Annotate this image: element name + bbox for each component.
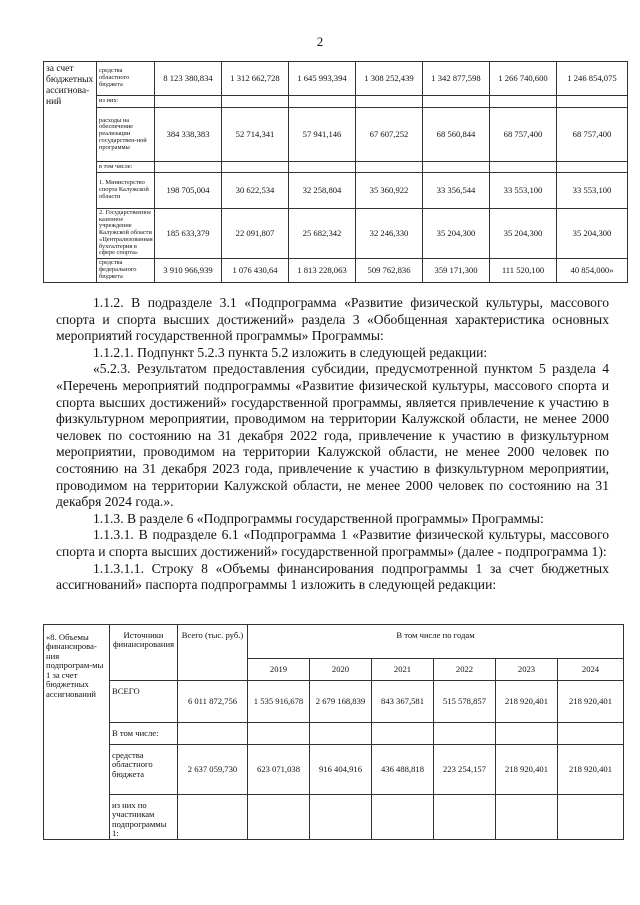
value-cell: 30 622,534 [222, 173, 289, 209]
source-label: ВСЕГО [110, 681, 178, 723]
table-row [44, 62, 628, 96]
value-cell: 35 204,300 [557, 209, 628, 259]
table-row [44, 681, 624, 723]
value-cell: 1 266 740,600 [490, 62, 557, 96]
row-label: расходы на обеспечение реализации государствен-ной программы [97, 108, 155, 162]
source-label: В том числе: [110, 723, 178, 745]
table-row [44, 162, 628, 173]
value-cell [434, 795, 496, 840]
value-cell: 359 171,300 [423, 259, 490, 283]
value-cell: 509 762,836 [356, 259, 423, 283]
table-row [44, 259, 628, 283]
year-header: 2020 [310, 659, 372, 681]
value-cell [222, 162, 289, 173]
value-cell [356, 162, 423, 173]
table-row [44, 745, 624, 795]
table-row [44, 108, 628, 162]
value-cell [356, 96, 423, 108]
value-cell [155, 96, 222, 108]
value-cell [248, 795, 310, 840]
value-cell: 384 338,383 [155, 108, 222, 162]
paragraph: 1.1.3. В разделе 6 «Подпрограммы государственной программы» Программы: [93, 510, 544, 526]
value-cell: 57 941,146 [289, 108, 356, 162]
year-header: 2023 [496, 659, 558, 681]
value-cell: 218 920,401 [558, 681, 624, 723]
row-label: 1. Министерство спорта Калужской области [97, 173, 155, 209]
year-header: 2021 [372, 659, 434, 681]
value-cell: 111 520,100 [490, 259, 557, 283]
value-cell: 218 920,401 [558, 745, 624, 795]
paragraph: 1.1.2. В подразделе 3.1 «Подпрограмма «Развитие физической культуры, массового спорта и спорта высших достижений» раздела 3 «Обобщенная характеристика основных мероприятий государственной программы» Программы: [56, 295, 609, 344]
row-label: 2. Государственное казенное учреждение Калужской области «Централизованная бухгалтерия в сфере спорта» [97, 209, 155, 259]
value-cell: 33 553,100 [490, 173, 557, 209]
value-cell [557, 162, 628, 173]
paragraph: «5.2.3. Результатом предоставления субсидии, предусмотренной пунктом 5 раздела 4 «Перечень мероприятий подпрограммы «Развитие физической культуры, массового спорта и спорта высших достижений» государственной программы, является привлечение к участию в физкультурном мероприятии, проводимом на территории Калужской области, не менее 2000 человек по состоянию на 31 декабря 2022 года, привлечение к участию в физкультурном мероприятии, проводимом на территории Калужской области, не менее 2000 человек по состоянию на 31 декабря 2023 года, привлечение к участию в физкультурном мероприятии, проводимом на территории Калужской области, не менее 2000 человек по состоянию на 31 декабря 2024 года.». [56, 361, 609, 510]
value-cell: 515 578,857 [434, 681, 496, 723]
table-row [44, 96, 628, 108]
value-cell: 1 813 228,063 [289, 259, 356, 283]
table-row [44, 173, 628, 209]
value-cell: 1 645 993,394 [289, 62, 356, 96]
value-cell: 436 488,818 [372, 745, 434, 795]
value-cell [423, 162, 490, 173]
value-cell: 68 560,844 [423, 108, 490, 162]
value-cell: 52 714,341 [222, 108, 289, 162]
column-header-years-group: В том числе по годам [248, 625, 624, 659]
page-number: 2 [316, 34, 324, 49]
value-cell: 916 404,916 [310, 745, 372, 795]
subprogram-funding-table [43, 624, 624, 840]
value-cell [434, 723, 496, 745]
value-cell: 2 679 168,839 [310, 681, 372, 723]
row-label: средства областного бюджета [97, 62, 155, 96]
column-header-total: Всего (тыс. руб.) [178, 625, 248, 681]
value-cell [248, 723, 310, 745]
value-cell: 68 757,400 [557, 108, 628, 162]
value-cell [496, 795, 558, 840]
value-cell [310, 795, 372, 840]
year-header: 2022 [434, 659, 496, 681]
value-cell: 218 920,401 [496, 681, 558, 723]
value-cell: 67 607,252 [356, 108, 423, 162]
value-cell [423, 96, 490, 108]
value-cell [289, 96, 356, 108]
value-cell: 35 360,922 [356, 173, 423, 209]
value-cell: 33 356,544 [423, 173, 490, 209]
value-cell: 1 535 916,678 [248, 681, 310, 723]
value-cell [372, 795, 434, 840]
row-label: из них: [97, 96, 155, 108]
total-cell: 6 011 872,756 [178, 681, 248, 723]
row-header-cell: «8. Объемы финансирова-ния подпрограм-мы 1 за счет бюджетных ассигнований [44, 625, 110, 840]
value-cell: 843 367,581 [372, 681, 434, 723]
row-label: средства федерального бюджета [97, 259, 155, 283]
value-cell [496, 723, 558, 745]
value-cell: 8 123 380,834 [155, 62, 222, 96]
value-cell: 68 757,400 [490, 108, 557, 162]
value-cell: 185 633,379 [155, 209, 222, 259]
row-header-cell: за счет бюджетных ассигнова-ний [44, 62, 97, 283]
value-cell [490, 162, 557, 173]
value-cell: 25 682,342 [289, 209, 356, 259]
value-cell: 33 553,100 [557, 173, 628, 209]
value-cell: 32 258,804 [289, 173, 356, 209]
total-cell: 2 637 059,730 [178, 745, 248, 795]
value-cell: 218 920,401 [496, 745, 558, 795]
value-cell: 198 705,004 [155, 173, 222, 209]
value-cell [289, 162, 356, 173]
value-cell [222, 96, 289, 108]
value-cell [557, 96, 628, 108]
value-cell: 1 342 877,598 [423, 62, 490, 96]
document-body [56, 295, 609, 594]
value-cell [310, 723, 372, 745]
value-cell [372, 723, 434, 745]
source-label: средства областного бюджета [110, 745, 178, 795]
funding-table-continuation [43, 61, 628, 283]
value-cell [558, 723, 624, 745]
value-cell [558, 795, 624, 840]
table-row [44, 209, 628, 259]
value-cell: 32 246,330 [356, 209, 423, 259]
total-cell [178, 795, 248, 840]
value-cell: 1 076 430,64 [222, 259, 289, 283]
table-row [44, 723, 624, 745]
value-cell: 1 308 252,439 [356, 62, 423, 96]
value-cell: 35 204,300 [490, 209, 557, 259]
value-cell [155, 162, 222, 173]
value-cell: 35 204,300 [423, 209, 490, 259]
value-cell: 623 071,038 [248, 745, 310, 795]
total-cell [178, 723, 248, 745]
value-cell: 22 091,807 [222, 209, 289, 259]
year-header: 2019 [248, 659, 310, 681]
value-cell: 223 254,157 [434, 745, 496, 795]
source-label: из них по участникам подпрограммы 1: [110, 795, 178, 840]
paragraph: 1.1.2.1. Подпункт 5.2.3 пункта 5.2 изложить в следующей редакции: [93, 344, 488, 360]
paragraph: 1.1.3.1.1. Строку 8 «Объемы финансирования подпрограммы 1 за счет бюджетных ассигнований» паспорта подпрограммы 1 изложить в следующей редакции: [56, 560, 609, 593]
table-row [44, 795, 624, 840]
value-cell: 40 854,000» [557, 259, 628, 283]
row-label: в том числе: [97, 162, 155, 173]
paragraph: 1.1.3.1. В подразделе 6.1 «Подпрограмма 1 «Развитие физической культуры, массового спорта и спорта высших достижений» государственной программы» (далее - подпрограмма 1): [56, 527, 609, 559]
column-header-sources: Источники финансирования [110, 625, 178, 681]
value-cell: 1 312 662,728 [222, 62, 289, 96]
value-cell [490, 96, 557, 108]
year-header: 2024 [558, 659, 624, 681]
value-cell: 1 246 854,075 [557, 62, 628, 96]
value-cell: 3 910 966,939 [155, 259, 222, 283]
